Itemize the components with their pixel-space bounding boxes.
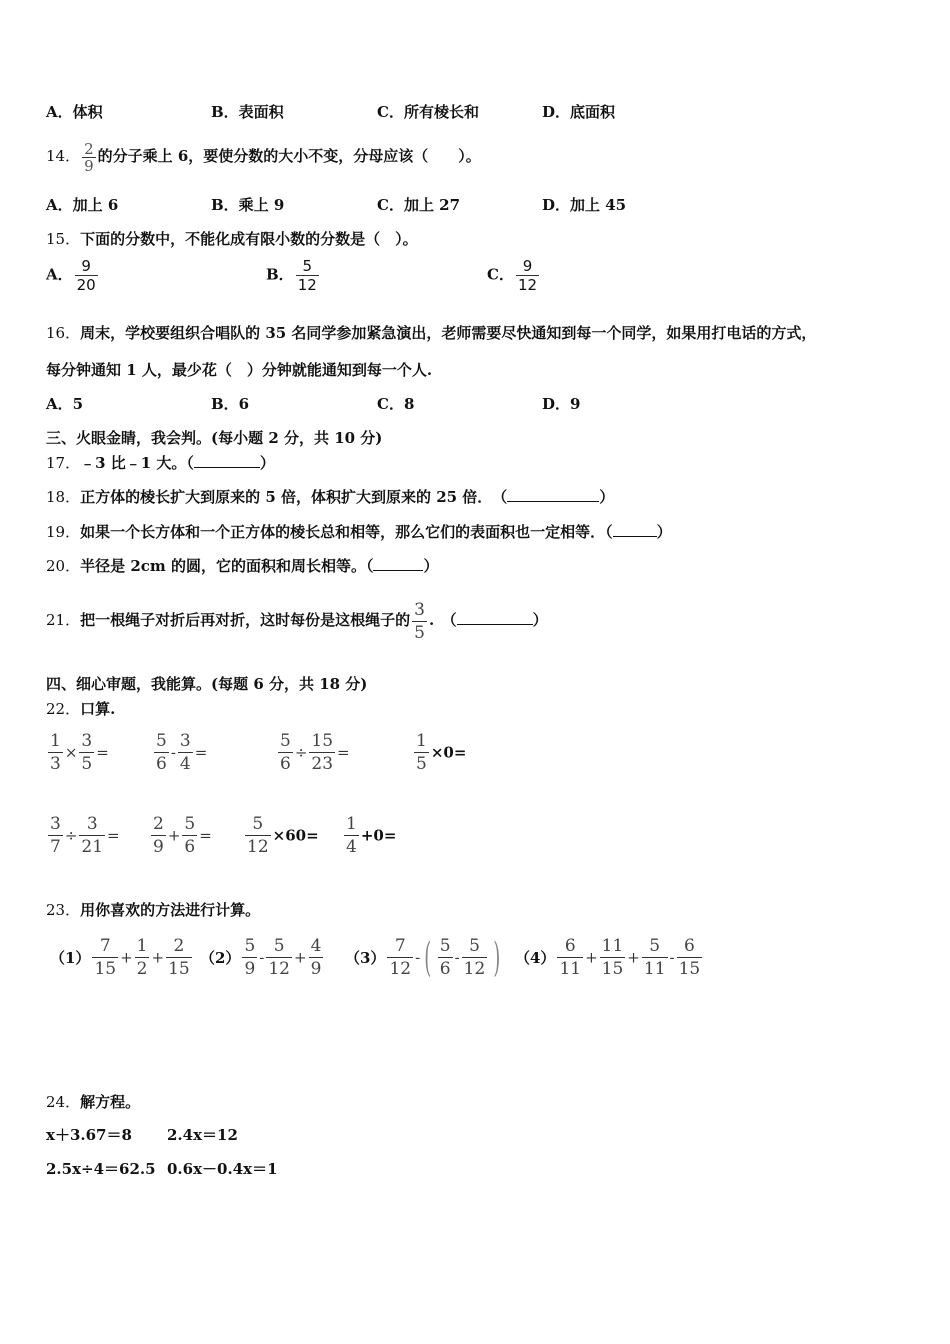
frac-den: 3	[50, 754, 61, 774]
frac-num: 4	[310, 936, 322, 956]
frac-den: 12	[247, 837, 269, 857]
operator: ÷	[64, 826, 78, 845]
frac-den: 12	[268, 959, 290, 979]
q16-option-b: B．6	[211, 395, 250, 413]
q19-answer-blank[interactable]	[613, 522, 657, 537]
q16-text-line1: 周末，学校要组织合唱队的 35 名同学参加紧急演出，老师需要尽快通知到每一个同学，如果用打电话的方式，	[80, 324, 817, 342]
q22-item-3	[276, 730, 350, 775]
frac-den: 6	[184, 837, 196, 857]
q19-text: 如果一个长方体和一个正方体的棱长总和相等，那么它们的表面积也一定相等．（	[80, 523, 613, 541]
q20-close: ）	[423, 557, 439, 575]
q23-part-4	[515, 935, 704, 980]
frac-num: 5	[244, 936, 256, 956]
q14-option-b: B．乘上 9	[211, 196, 285, 214]
fraction	[48, 813, 63, 858]
frac-den: 2	[136, 959, 148, 979]
q16-number: 16．	[46, 324, 81, 342]
fraction	[344, 813, 359, 858]
frac-den: 4	[346, 837, 357, 857]
q22-text: 口算.	[80, 700, 116, 718]
q22-item-4	[412, 730, 466, 775]
part-label: （1）	[50, 949, 91, 967]
frac-num: 9	[522, 257, 533, 275]
q21-answer-blank[interactable]	[457, 610, 533, 625]
fraction	[79, 813, 105, 858]
frac-num: 5	[184, 814, 196, 834]
frac-den: 6	[439, 959, 451, 979]
frac-den: 15	[601, 959, 624, 979]
q22-number: 22．	[46, 700, 81, 718]
q21-frac-num: 3	[414, 599, 425, 620]
q17	[46, 453, 275, 473]
frac-den: 9	[244, 959, 256, 979]
q16-line1	[46, 323, 816, 343]
fraction	[48, 730, 63, 775]
frac-num: 15	[311, 731, 334, 751]
operator: -	[454, 948, 460, 967]
frac-num: 11	[601, 936, 624, 956]
frac-num: 5	[439, 936, 451, 956]
frac-num: 3	[86, 814, 98, 834]
fraction	[600, 935, 626, 980]
frac-den: 12	[517, 276, 538, 294]
q16-option-d: D．9	[542, 395, 581, 413]
q23	[46, 900, 260, 920]
q24-equation-3: 2.5x÷4＝62.5	[46, 1160, 156, 1178]
frac-num: 5	[273, 936, 285, 956]
equals: =	[194, 743, 208, 762]
frac-den: 5	[416, 754, 427, 774]
q22-item-8	[342, 813, 396, 858]
q14-option-d: D．加上 45	[542, 196, 627, 214]
q22	[46, 699, 115, 719]
q15-option-c-fraction	[516, 257, 539, 294]
tail: +0=	[360, 826, 397, 845]
operator: ×	[64, 743, 78, 762]
q13-option-a: A．体积	[46, 103, 103, 121]
fraction	[79, 730, 94, 775]
q13-option-b: B．表面积	[211, 103, 284, 121]
q21-frac-den: 5	[414, 622, 425, 643]
q20	[46, 556, 439, 576]
fraction	[309, 935, 324, 980]
fraction	[182, 813, 197, 858]
q23-part-3	[345, 935, 505, 980]
frac-den: 9	[153, 837, 164, 857]
frac-num: 1	[416, 731, 427, 751]
operator: +	[151, 948, 165, 967]
operator: -	[669, 948, 675, 967]
frac-num: 5	[252, 814, 264, 834]
q17-number: 17．	[46, 454, 81, 472]
operator: +	[167, 826, 181, 845]
fraction	[166, 935, 192, 980]
q15-option-a-fraction	[75, 257, 98, 294]
frac-den: 20	[76, 276, 96, 294]
q18	[46, 487, 614, 507]
q17-close: ）	[259, 454, 275, 472]
q24-equation-1: x＋3.67＝8	[46, 1126, 132, 1144]
operator: -	[259, 948, 265, 967]
q24-text: 解方程。	[80, 1093, 141, 1111]
q18-close: ）	[599, 488, 615, 506]
operator: -	[415, 948, 421, 967]
fraction	[309, 730, 335, 775]
q16-option-c: C．8	[377, 395, 415, 413]
frac-den: 6	[280, 754, 291, 774]
section-3-heading: 三、火眼金睛，我会判。(每小题 2 分，共 10 分)	[46, 429, 383, 447]
frac-den: 4	[179, 754, 191, 774]
q24-number: 24．	[46, 1093, 81, 1111]
frac-num: 1	[136, 936, 148, 956]
frac-num: 6	[564, 936, 576, 956]
equals: =	[96, 743, 109, 762]
fraction	[387, 935, 413, 980]
operator: +	[627, 948, 640, 967]
fraction	[266, 935, 292, 980]
fraction	[154, 730, 169, 775]
q21-close: ）	[532, 611, 548, 629]
part-label: （2）	[200, 949, 241, 967]
q19-close: ）	[656, 523, 672, 541]
q21	[46, 596, 548, 644]
frac-num: 5	[469, 936, 480, 956]
q24-equation-4: 0.6x－0.4x＝1	[167, 1160, 278, 1178]
q22-item-1	[46, 730, 109, 775]
q14-fraction	[82, 141, 96, 174]
operator: -	[170, 743, 176, 762]
equals: =	[199, 826, 212, 845]
fraction	[642, 935, 668, 980]
q14	[46, 136, 481, 176]
frac-den: 23	[311, 754, 334, 774]
frac-num: 7	[394, 936, 406, 956]
fraction	[178, 730, 193, 775]
fraction	[462, 935, 488, 980]
frac-den: 11	[643, 959, 666, 979]
left-paren: (	[424, 934, 432, 981]
q20-answer-blank[interactable]	[373, 556, 423, 571]
tail: ×60=	[272, 826, 319, 845]
frac-num: 3	[50, 814, 61, 834]
fraction	[151, 813, 166, 858]
frac-num: 1	[346, 814, 357, 834]
part-label: （3）	[345, 949, 386, 967]
fraction	[135, 935, 150, 980]
q22-item-6	[149, 813, 212, 858]
q18-number: 18．	[46, 488, 81, 506]
frac-den: 12	[297, 276, 317, 294]
frac-num: 2	[153, 814, 164, 834]
q16-line2: 每分钟通知 1 人，最少花（ ）分钟就能通知到每一个人.	[46, 361, 433, 379]
q22-item-7	[243, 813, 319, 858]
equals: =	[337, 743, 350, 762]
q21-number: 21．	[46, 611, 81, 629]
frac-num: 3	[179, 731, 191, 751]
frac-den: 7	[50, 837, 61, 857]
fraction	[245, 813, 271, 858]
operator: +	[120, 948, 133, 967]
fraction	[677, 935, 703, 980]
frac-den: 12	[389, 959, 412, 979]
frac-den: 21	[81, 837, 104, 857]
q14-frac-num: 2	[84, 139, 94, 158]
frac-den: 15	[168, 959, 190, 979]
frac-den: 9	[310, 959, 322, 979]
q24-equation-2: 2.4x＝12	[167, 1126, 238, 1144]
q22-item-5	[46, 813, 120, 858]
frac-den: 6	[156, 754, 167, 774]
q15-option-a-label: A．	[46, 265, 73, 284]
part-label: （4）	[515, 949, 556, 967]
q19-number: 19．	[46, 523, 81, 541]
q20-number: 20．	[46, 557, 81, 575]
q18-text: 正方体的棱长扩大到原来的 5 倍，体积扩大到原来的 25 倍． （	[80, 488, 508, 506]
fraction	[278, 730, 293, 775]
right-paren: )	[493, 934, 501, 981]
q21-text: 把一根绳子对折后再对折，这时每份是这根绳子的	[80, 611, 411, 629]
q23-part-2	[200, 935, 325, 980]
operator: +	[293, 948, 307, 967]
section-4-heading: 四、细心审题，我能算。(每题 6 分，共 18 分)	[46, 675, 368, 693]
q22-item-2	[152, 730, 207, 775]
frac-den: 12	[463, 959, 486, 979]
frac-num: 9	[81, 257, 91, 275]
frac-num: 5	[156, 731, 167, 751]
q15-option-b-fraction	[296, 257, 319, 294]
frac-num: 1	[50, 731, 61, 751]
operator: ÷	[294, 743, 308, 762]
fraction	[242, 935, 257, 980]
q14-option-c: C．加上 27	[377, 196, 461, 214]
q15-text: 下面的分数中，不能化成有限小数的分数是（ ）。	[80, 230, 418, 248]
fraction	[414, 730, 429, 775]
q15	[46, 229, 418, 249]
q15-option-c-label: C．	[487, 265, 514, 284]
frac-num: 7	[99, 936, 111, 956]
q15-option-b-label: B．	[266, 265, 294, 284]
equals: =	[107, 826, 120, 845]
frac-num: 5	[649, 936, 661, 956]
q14-option-a: A．加上 6	[46, 196, 119, 214]
q23-number: 23．	[46, 901, 81, 919]
q14-text: 的分子乘上 6，要使分数的大小不变，分母应该（ ）。	[97, 147, 481, 165]
frac-den: 15	[94, 959, 117, 979]
q21-after: . （	[428, 611, 457, 629]
q23-part-1	[50, 935, 194, 980]
q15-option-a	[46, 257, 100, 294]
q23-text: 用你喜欢的方法进行计算。	[80, 901, 261, 919]
q15-option-b	[266, 257, 321, 294]
q13-option-c: C．所有棱长和	[377, 103, 479, 121]
q15-option-c	[487, 257, 541, 294]
tail: ×0=	[430, 743, 467, 762]
q13-option-d: D．底面积	[542, 103, 616, 121]
q21-fraction	[412, 599, 427, 644]
q17-text: ﹣3 比﹣1 大。（	[80, 454, 194, 472]
q20-text: 半径是 2cm 的圆，它的面积和周长相等。（	[80, 557, 374, 575]
q18-answer-blank[interactable]	[507, 487, 599, 502]
fraction	[92, 935, 118, 980]
frac-num: 5	[302, 257, 312, 275]
q17-answer-blank[interactable]	[194, 453, 260, 468]
frac-num: 5	[280, 731, 291, 751]
frac-den: 15	[678, 959, 701, 979]
fraction	[438, 935, 453, 980]
q14-number: 14．	[46, 147, 81, 165]
operator: +	[585, 948, 598, 967]
q15-number: 15．	[46, 230, 81, 248]
q24	[46, 1092, 140, 1112]
q14-frac-den: 9	[84, 156, 94, 175]
frac-num: 6	[684, 936, 695, 956]
q16-option-a: A．5	[46, 395, 84, 413]
frac-den: 11	[559, 959, 582, 979]
frac-den: 5	[81, 754, 93, 774]
fraction	[557, 935, 583, 980]
frac-num: 2	[173, 936, 185, 956]
q19	[46, 522, 672, 542]
frac-num: 3	[81, 731, 93, 751]
